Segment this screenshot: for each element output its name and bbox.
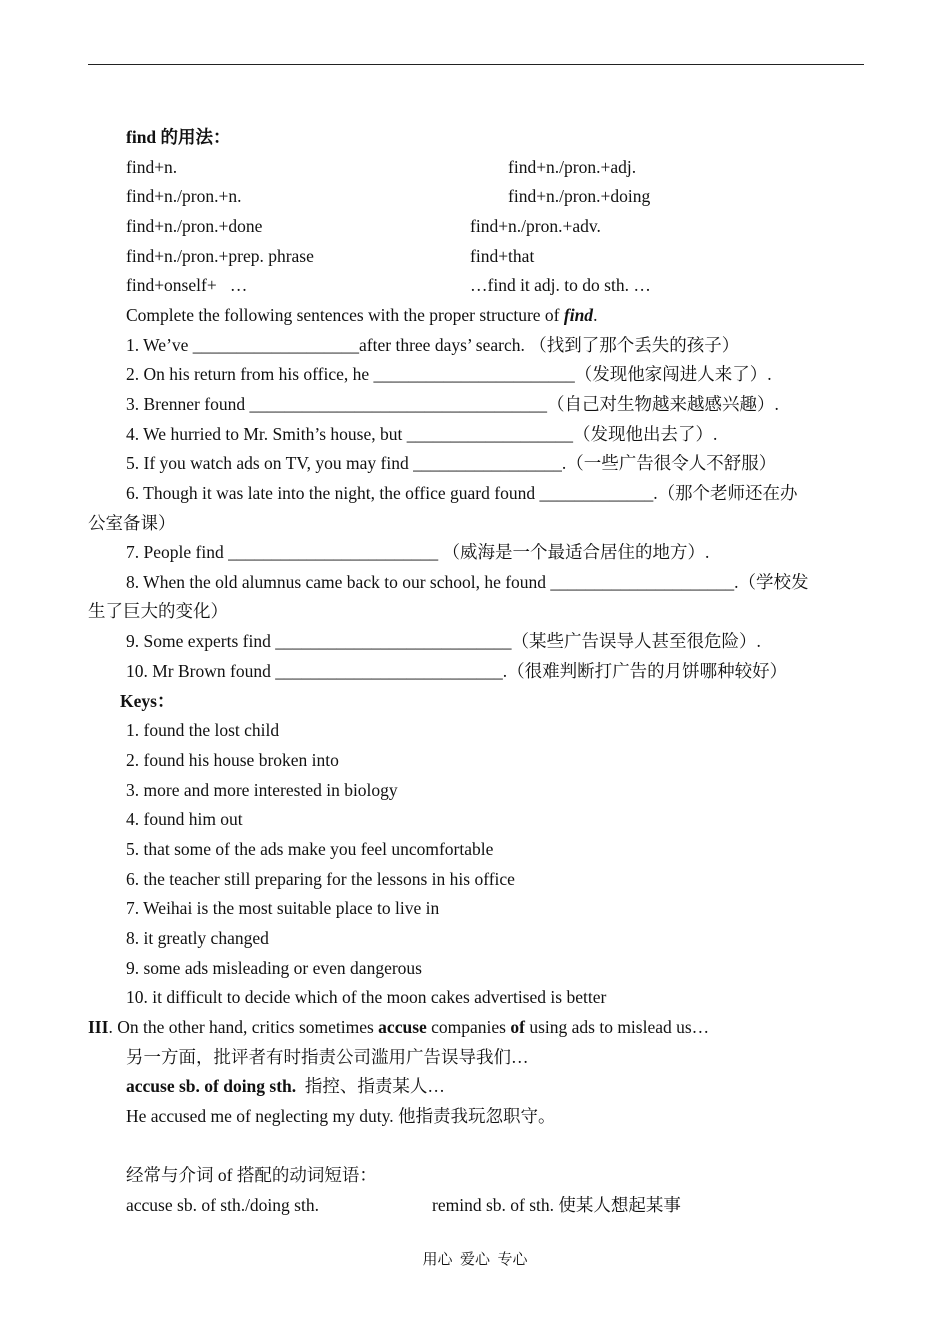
instruction: [126, 304, 597, 326]
exercise-item: 1. We’ve ___________________after three days’ search. （找到了那个丢失的孩子）: [126, 335, 740, 355]
pattern-left: find+onself+ …: [126, 275, 248, 295]
exercise-item-continuation: 公室备课）: [88, 513, 176, 533]
pattern-left: find+n./pron.+prep. phrase: [126, 246, 314, 266]
section-3-text-3: using ads to mislead us…: [524, 1017, 710, 1037]
section-3-phrase-bold: accuse sb. of doing sth.: [126, 1076, 297, 1096]
key-item: 10. it difficult to decide which of the moon cakes advertised is better: [126, 987, 607, 1007]
header-rule: [88, 64, 864, 65]
section-3-text-2: companies: [426, 1017, 511, 1037]
page-footer: 用心 爱心 专心: [422, 1252, 528, 1268]
section-3-translation: 另一方面，批评者有时指责公司滥用广告误导我们…: [126, 1047, 529, 1067]
section-3-phrase-meaning: 指控、指责某人…: [296, 1076, 445, 1096]
key-item: 6. the teacher still preparing for the lessons in his office: [126, 869, 515, 889]
section-3-verbs-title: 经常与介词 of 搭配的动词短语：: [126, 1165, 377, 1185]
keys-title: Keys：: [120, 691, 175, 711]
find-usage-title-rest: 的用法：: [156, 127, 231, 147]
instruction-text: Complete the following sentences with the proper structure of: [126, 305, 564, 325]
section-3-text-1: . On the other hand, critics sometimes: [108, 1017, 379, 1037]
pattern-right: find+n./pron.+adv.: [470, 216, 601, 236]
pattern-left: find+n./pron.+done: [126, 216, 263, 236]
instruction-end: .: [593, 305, 598, 325]
pattern-right: …find it adj. to do sth. …: [470, 275, 651, 295]
pattern-left: find+n.: [126, 157, 178, 177]
section-3-verbs-right: remind sb. of sth. 使某人想起某事: [432, 1195, 681, 1215]
pattern-right: find+n./pron.+adj.: [508, 157, 637, 177]
exercise-item-continuation: 生了巨大的变化）: [88, 601, 228, 621]
pattern-right: find+that: [470, 246, 535, 266]
section-3-example: He accused me of neglecting my duty. 他指责我玩忽职守。: [126, 1106, 556, 1126]
exercise-item: 3. Brenner found __________________________________（自己对生物越来越感兴趣）.: [126, 394, 779, 414]
pattern-left: find+n./pron.+n.: [126, 186, 242, 206]
exercise-item: 8. When the old alumnus came back to our school, he found _____________________.（学校发: [126, 572, 809, 592]
key-item: 2. found his house broken into: [126, 750, 339, 770]
key-item: 3. more and more interested in biology: [126, 780, 398, 800]
key-item: 1. found the lost child: [126, 720, 280, 740]
section-3-verbs-left: accuse sb. of sth./doing sth.: [126, 1195, 319, 1215]
key-item: 5. that some of the ads make you feel uncomfortable: [126, 839, 494, 859]
key-item: 8. it greatly changed: [126, 928, 269, 948]
exercise-item: 5. If you watch ads on TV, you may find _________________.（一些广告很令人不舒服）: [126, 453, 777, 473]
find-usage-title-word: find: [126, 127, 157, 147]
find-usage-title: [126, 126, 231, 148]
section-3-of: of: [510, 1017, 525, 1037]
pattern-right: find+n./pron.+doing: [508, 186, 651, 206]
section-3-numeral: III: [88, 1017, 109, 1037]
section-3-accuse: accuse: [378, 1017, 427, 1037]
exercise-item: 6. Though it was late into the night, the office guard found _____________.（那个老师还在办: [126, 483, 798, 503]
key-item: 4. found him out: [126, 809, 243, 829]
key-item: 7. Weihai is the most suitable place to live in: [126, 898, 440, 918]
exercise-item: 7. People find ________________________ （威海是一个最适合居住的地方）.: [126, 542, 710, 562]
section-3-phrase: [126, 1075, 445, 1097]
exercise-item: 4. We hurried to Mr. Smith’s house, but ___________________（发现他出去了）.: [126, 424, 718, 444]
exercise-item: 10. Mr Brown found __________________________.（很难判断打广告的月饼哪种较好）: [126, 661, 788, 681]
exercise-item: 2. On his return from his office, he _______________________（发现他家闯进人来了）.: [126, 364, 772, 384]
section-3-heading: [88, 1016, 709, 1038]
exercise-item: 9. Some experts find ___________________________（某些广告误导人甚至很危险）.: [126, 631, 761, 651]
key-item: 9. some ads misleading or even dangerous: [126, 958, 422, 978]
instruction-emph: find: [563, 305, 594, 325]
